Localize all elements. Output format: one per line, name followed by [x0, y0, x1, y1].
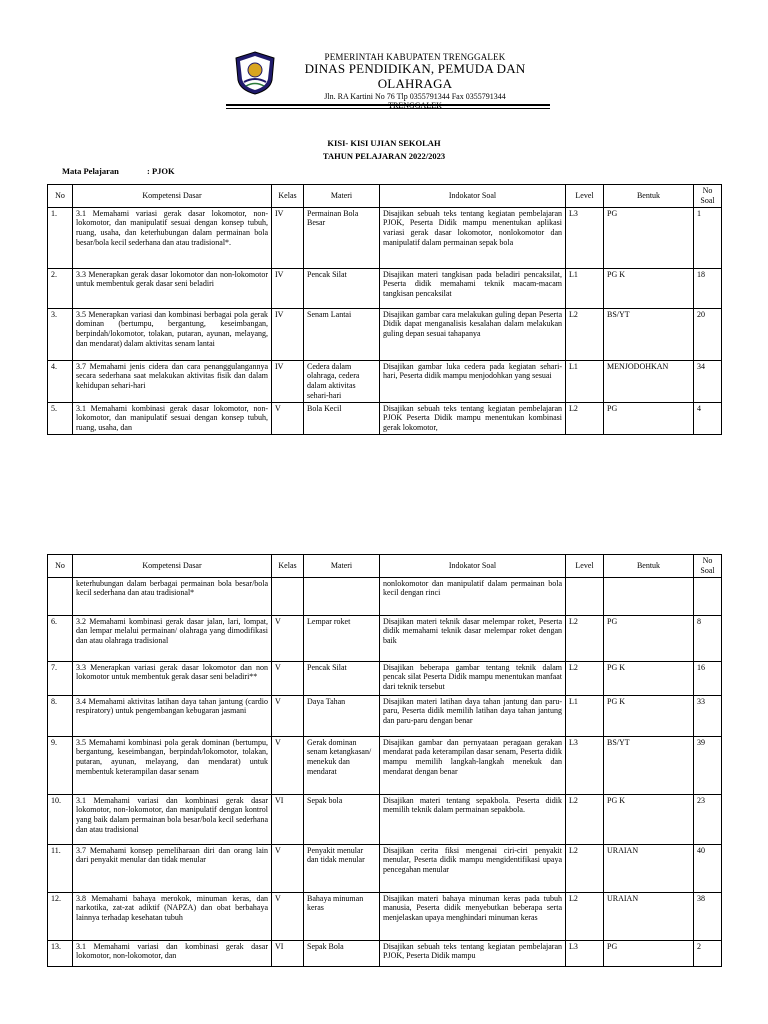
government-name: PEMERINTAH KABUPATEN TRENGGALEK	[324, 52, 506, 62]
column-header-no-soal: No Soal	[694, 185, 722, 208]
subject-line	[62, 166, 175, 176]
cell-bentuk	[604, 577, 694, 615]
cell-materi: Sepak bola	[304, 794, 380, 844]
cell-materi	[304, 577, 380, 615]
table-row	[48, 402, 722, 434]
cell-indikator-soal: Disajikan sebuah teks tentang kegiatan pembelajaran PJOK, Peserta Didik mampu menentukan aplikasi variasi gerak dasar lokomotor, nonlokomotor dan manipulatif dalam permainan sepak bola	[380, 207, 566, 268]
cell-indikator-soal: Disajikan materi teknik dasar melempar roket, Peserta didik memahami teknik dasar melempar roket dengan baik	[380, 615, 566, 661]
column-header-indikator-soal: Indokator Soal	[380, 555, 566, 578]
cell-bentuk: PG K	[604, 794, 694, 844]
cell-level: L2	[566, 615, 604, 661]
table-row	[48, 661, 722, 695]
cell-kelas: V	[272, 736, 304, 794]
cell-materi: Pencak Silat	[304, 661, 380, 695]
cell-no: 1.	[48, 207, 73, 268]
cell-kelas: V	[272, 844, 304, 892]
column-header-level: Level	[566, 555, 604, 578]
office-address: Jln. RA Kartini No 76 Tlp 0355791344 Fax 0355791344	[324, 92, 506, 102]
cell-kompetensi-dasar: 3.3 Menerapkan variasi gerak dasar lokomotor dan non lokomotor untuk membentuk gerak dasar seni beladiri**	[73, 661, 272, 695]
cell-kelas: IV	[272, 308, 304, 360]
cell-level: L2	[566, 661, 604, 695]
table-row	[48, 940, 722, 966]
column-header-no: No	[48, 185, 73, 208]
cell-bentuk: PG K	[604, 661, 694, 695]
cell-no-soal: 34	[694, 360, 722, 402]
cell-no-soal: 16	[694, 661, 722, 695]
cell-level: L1	[566, 268, 604, 308]
cell-kelas: V	[272, 695, 304, 736]
table-row	[48, 892, 722, 940]
document-title: KISI- KISI UJIAN SEKOLAH	[327, 138, 441, 148]
table-header-row	[48, 555, 722, 578]
cell-kompetensi-dasar: 3.1 Memahami variasi dan kombinasi gerak dasar lokomotor, non-lokomotor, dan	[73, 940, 272, 966]
cell-kelas: V	[272, 892, 304, 940]
letterhead-rule-thin	[226, 108, 550, 109]
cell-kelas: V	[272, 661, 304, 695]
office-city: TRENGGALEK	[388, 101, 442, 111]
cell-no: 9.	[48, 736, 73, 794]
cell-no: 4.	[48, 360, 73, 402]
cell-no-soal: 40	[694, 844, 722, 892]
cell-materi: Bola Kecil	[304, 402, 380, 434]
column-header-no-soal: No Soal	[694, 555, 722, 578]
cell-bentuk: URAIAN	[604, 892, 694, 940]
cell-no-soal: 23	[694, 794, 722, 844]
column-header-kelas: Kelas	[272, 555, 304, 578]
cell-indikator-soal: Disajikan materi bahaya minuman keras pada tubuh manusia, Peserta didik menyebutkan beberapa serta menjelaskan upaya menghindari minuman keras	[380, 892, 566, 940]
cell-no	[48, 577, 73, 615]
cell-no-soal: 2	[694, 940, 722, 966]
cell-kompetensi-dasar: 3.5 Memahami kombinasi pola gerak dominan (bertumpu, bergantung, keseimbangan, berpindah/lokomotor, tolakan, putaran, ayunan, melayang, dan mendarat) untuk membentuk keterampilan dasar senam	[73, 736, 272, 794]
cell-no-soal: 38	[694, 892, 722, 940]
cell-no: 13.	[48, 940, 73, 966]
cell-materi: Cedera dalam olahraga, cedera dalam aktivitas sehari-hari	[304, 360, 380, 402]
cell-kompetensi-dasar: 3.7 Memahami konsep pemeliharaan diri dan orang lain dari penyakit menular dan tidak menular	[73, 844, 272, 892]
department-name: DINAS PENDIDIKAN, PEMUDA DAN OLAHRAGA	[304, 61, 526, 92]
cell-indikator-soal: Disajikan sebuah teks tentang kegiatan pembelajaran PJOK, Peserta Didik mampu	[380, 940, 566, 966]
cell-kelas: IV	[272, 268, 304, 308]
cell-no-soal: 4	[694, 402, 722, 434]
cell-kompetensi-dasar: 3.1 Memahami kombinasi gerak dasar lokomotor, non-lokomotor, dan manipulatif sesuai dengan konsep tubuh, ruang, usaha, dan	[73, 402, 272, 434]
cell-level: L3	[566, 736, 604, 794]
column-header-materi: Materi	[304, 555, 380, 578]
cell-kompetensi-dasar: 3.1 Memahami variasi gerak dasar lokomotor, non-lokomotor, dan manipulatif sesuai dengan konsep tubuh, ruang, usaha, dan keterhubungan dalam permainan bola besar/bola kecil sederhana dan atau tradisional*.	[73, 207, 272, 268]
cell-no: 3.	[48, 308, 73, 360]
cell-no-soal: 20	[694, 308, 722, 360]
cell-kelas: IV	[272, 207, 304, 268]
cell-level: L2	[566, 308, 604, 360]
cell-bentuk: PG	[604, 402, 694, 434]
cell-level: L2	[566, 794, 604, 844]
cell-bentuk: PG	[604, 615, 694, 661]
column-header-no: No	[48, 555, 73, 578]
cell-indikator-soal: nonlokomotor dan manipulatif dalam permainan bola kecil dengan rinci	[380, 577, 566, 615]
cell-bentuk: URAIAN	[604, 844, 694, 892]
table-row	[48, 577, 722, 615]
cell-materi: Daya Tahan	[304, 695, 380, 736]
cell-indikator-soal: Disajikan materi tangkisan pada beladiri pencaksilat, Peserta didik memahami teknik macam-macam tangkisan pencaksilat	[380, 268, 566, 308]
cell-no: 6.	[48, 615, 73, 661]
cell-materi: Penyakit menular dan tidak menular	[304, 844, 380, 892]
cell-kelas: IV	[272, 360, 304, 402]
cell-indikator-soal: Disajikan materi latihan daya tahan jantung dan paru-paru, Peserta didik memilih latihan daya tahan jantung dan paru-paru dengan benar	[380, 695, 566, 736]
cell-level: L3	[566, 207, 604, 268]
table-row	[48, 360, 722, 402]
cell-bentuk: BS/YT	[604, 308, 694, 360]
table-row	[48, 736, 722, 794]
cell-kelas: VI	[272, 940, 304, 966]
column-header-bentuk: Bentuk	[604, 555, 694, 578]
letterhead-rule	[226, 104, 550, 106]
cell-kelas: VI	[272, 794, 304, 844]
subject-value: : PJOK	[147, 166, 175, 176]
cell-kompetensi-dasar: 3.5 Menerapkan variasi dan kombinasi berbagai pola gerak dominan (bertumpu, bergantung, keseimbangan, berpindah/lokomotor, tolakan, putaran, ayunan, melayang, dan mendarat) dalam aktivitas senam lantai	[73, 308, 272, 360]
cell-kompetensi-dasar: 3.7 Memahami jenis cidera dan cara penanggulangannya secara sederhana saat melakukan aktivitas fisik dan dalam kehidupan sehari-hari	[73, 360, 272, 402]
cell-materi: Lempar roket	[304, 615, 380, 661]
cell-kelas: V	[272, 402, 304, 434]
column-header-level: Level	[566, 185, 604, 208]
subject-label: Mata Pelajaran	[62, 166, 119, 176]
cell-no: 11.	[48, 844, 73, 892]
table-header-row	[48, 185, 722, 208]
cell-no: 12.	[48, 892, 73, 940]
cell-no: 5.	[48, 402, 73, 434]
cell-no: 2.	[48, 268, 73, 308]
cell-kompetensi-dasar: 3.4 Memahami aktivitas latihan daya tahan jantung (cardio respiratory) untuk pengembangan kebugaran jasmani	[73, 695, 272, 736]
cell-indikator-soal: Disajikan gambar cara melakukan guling depan Peserta Didik dapat menganalisis kesalahan dalam melakukan guling depan sesuai tahapanya	[380, 308, 566, 360]
cell-indikator-soal: Disajikan sebuah teks tentang kegiatan pembelajaran PJOK Peserta Didik mampu menentukan kombinasi gerak lokomotor,	[380, 402, 566, 434]
table-row	[48, 268, 722, 308]
cell-bentuk: BS/YT	[604, 736, 694, 794]
cell-no-soal: 39	[694, 736, 722, 794]
cell-no-soal: 33	[694, 695, 722, 736]
cell-bentuk: PG K	[604, 268, 694, 308]
cell-no: 8.	[48, 695, 73, 736]
cell-kelas	[272, 577, 304, 615]
academic-year: TAHUN PELAJARAN 2022/2023	[322, 151, 446, 161]
cell-no-soal: 1	[694, 207, 722, 268]
cell-indikator-soal: Disajikan beberapa gambar tentang teknik dalam pencak silat Peserta Didik mampu menentukan manfaat dari teknik tersebut	[380, 661, 566, 695]
table-row	[48, 615, 722, 661]
cell-level: L3	[566, 940, 604, 966]
table-row	[48, 308, 722, 360]
column-header-kompetensi-dasar: Kompetensi Dasar	[73, 555, 272, 578]
cell-materi: Pencak Silat	[304, 268, 380, 308]
cell-kelas: V	[272, 615, 304, 661]
cell-no-soal: 8	[694, 615, 722, 661]
cell-bentuk: PG K	[604, 695, 694, 736]
cell-level: L1	[566, 360, 604, 402]
grid-table-page-2	[47, 554, 722, 967]
cell-level: L2	[566, 844, 604, 892]
cell-bentuk: MENJODOHKAN	[604, 360, 694, 402]
cell-bentuk: PG	[604, 940, 694, 966]
cell-indikator-soal: Disajikan materi tentang sepakbola. Peserta didik memilih teknik dalam permainan sepakbola.	[380, 794, 566, 844]
cell-materi: Gerak dominan senam ketangkasan/ menekuk dan mendarat	[304, 736, 380, 794]
column-header-indikator-soal: Indokator Soal	[380, 185, 566, 208]
cell-indikator-soal: Disajikan gambar dan pernyataan peragaan gerakan mendarat pada keterampilan dasar senam, Peserta didik mampu memilih langkah-langkah menekuk dan mendarat dengan benar	[380, 736, 566, 794]
column-header-kompetensi-dasar: Kompetensi Dasar	[73, 185, 272, 208]
cell-no-soal: 18	[694, 268, 722, 308]
cell-kompetensi-dasar: keterhubungan dalam berbagai permainan bola besar/bola kecil sederhana dan atau tradisional*	[73, 577, 272, 615]
table-row	[48, 695, 722, 736]
cell-level: L2	[566, 402, 604, 434]
column-header-bentuk: Bentuk	[604, 185, 694, 208]
cell-indikator-soal: Disajikan gambar luka cedera pada kegiatan sehari-hari, Peserta didik mampu menjodohkan yang sesuai	[380, 360, 566, 402]
cell-materi: Senam Lantai	[304, 308, 380, 360]
table-row	[48, 844, 722, 892]
table-row	[48, 207, 722, 268]
grid-table-page-1	[47, 184, 722, 435]
cell-level	[566, 577, 604, 615]
column-header-kelas: Kelas	[272, 185, 304, 208]
cell-level: L2	[566, 892, 604, 940]
cell-materi: Sepak Bola	[304, 940, 380, 966]
cell-bentuk: PG	[604, 207, 694, 268]
cell-no-soal	[694, 577, 722, 615]
cell-materi: Bahaya minuman keras	[304, 892, 380, 940]
column-header-materi: Materi	[304, 185, 380, 208]
cell-no: 7.	[48, 661, 73, 695]
cell-no: 10.	[48, 794, 73, 844]
cell-kompetensi-dasar: 3.3 Menerapkan gerak dasar lokomotor dan non-lokomotor untuk membentuk gerak dasar seni beladiri	[73, 268, 272, 308]
cell-level: L1	[566, 695, 604, 736]
cell-materi: Permainan Bola Besar	[304, 207, 380, 268]
letterhead	[270, 52, 560, 111]
table-row	[48, 794, 722, 844]
cell-kompetensi-dasar: 3.1 Memahami variasi dan kombinasi gerak dasar lokomotor, non-lokomotor, dan manipulatif dengan kontrol yang baik dalam permainan bola besar/bola kecil sederhana dan atau tradisional	[73, 794, 272, 844]
cell-kompetensi-dasar: 3.2 Memahami kombinasi gerak dasar jalan, lari, lompat, dan lempar melalui permainan/ olahraga yang dimodifikasi dan atau olahraga tradisional	[73, 615, 272, 661]
cell-indikator-soal: Disajikan cerita fiksi mengenai ciri-ciri penyakit menular, Peserta didik mampu mengidentifikasi upaya pencegahan menular	[380, 844, 566, 892]
cell-kompetensi-dasar: 3.8 Memahami bahaya merokok, minuman keras, dan narkotika, zat-zat adiktif (NAPZA) dan obat berbahaya lainnya terhadap kesehatan tubuh	[73, 892, 272, 940]
